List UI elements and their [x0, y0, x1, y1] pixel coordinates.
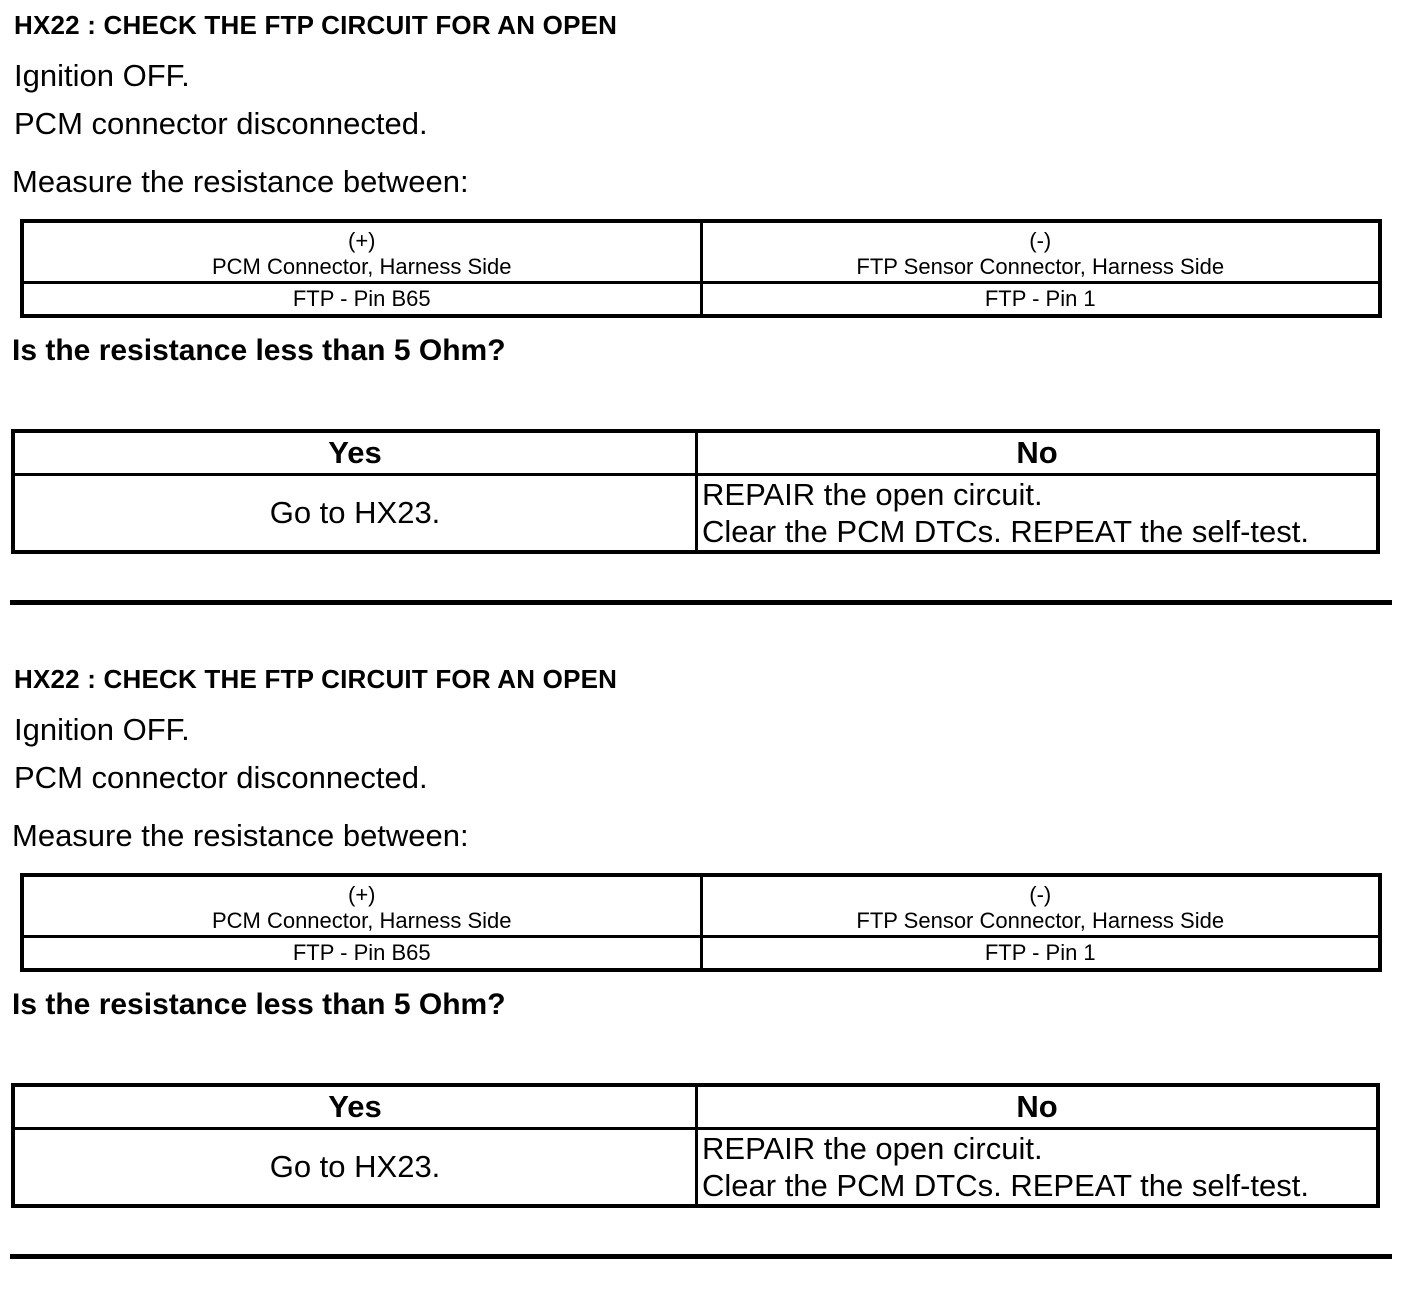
condition-connector: PCM connector disconnected.	[14, 106, 428, 141]
condition-ignition: Ignition OFF.	[14, 712, 190, 747]
plus-sign: (+)	[348, 228, 376, 253]
step-title: HX22 : CHECK THE FTP CIRCUIT FOR AN OPEN	[14, 664, 618, 694]
no-header: No	[697, 431, 1379, 475]
minus-label: FTP Sensor Connector, Harness Side	[856, 254, 1225, 279]
no-action-line-2: Clear the PCM DTCs. REPEAT the self-test.	[702, 514, 1309, 549]
section-divider	[10, 600, 1392, 605]
plus-sign: (+)	[348, 882, 376, 907]
diagnostic-step-2	[0, 654, 1408, 1308]
plus-pin: FTP - Pin B65	[22, 937, 701, 971]
answer-table	[11, 429, 1380, 554]
plus-header	[22, 221, 701, 283]
no-action	[697, 475, 1379, 553]
minus-header	[701, 221, 1380, 283]
section-divider	[10, 1254, 1392, 1259]
no-action-line-1: REPAIR the open circuit.	[702, 477, 1043, 512]
minus-sign: (-)	[1029, 882, 1052, 907]
step-title: HX22 : CHECK THE FTP CIRCUIT FOR AN OPEN	[14, 10, 618, 40]
minus-label: FTP Sensor Connector, Harness Side	[856, 908, 1225, 933]
minus-sign: (-)	[1029, 228, 1052, 253]
minus-pin: FTP - Pin 1	[701, 937, 1380, 971]
plus-header	[22, 875, 701, 937]
no-action	[697, 1129, 1379, 1207]
question-text: Is the resistance less than 5 Ohm?	[12, 988, 506, 1021]
plus-pin: FTP - Pin B65	[22, 283, 701, 317]
condition-ignition: Ignition OFF.	[14, 58, 190, 93]
minus-pin: FTP - Pin 1	[701, 283, 1380, 317]
no-action-line-1: REPAIR the open circuit.	[702, 1131, 1043, 1166]
minus-header	[701, 875, 1380, 937]
yes-header: Yes	[13, 1085, 697, 1129]
answer-table	[11, 1083, 1380, 1208]
no-header: No	[697, 1085, 1379, 1129]
instruction-text: Measure the resistance between:	[12, 818, 469, 853]
condition-connector: PCM connector disconnected.	[14, 760, 428, 795]
question-text: Is the resistance less than 5 Ohm?	[12, 334, 506, 367]
instruction-text: Measure the resistance between:	[12, 164, 469, 199]
yes-action: Go to HX23.	[13, 475, 697, 553]
plus-label: PCM Connector, Harness Side	[211, 908, 512, 933]
yes-header: Yes	[13, 431, 697, 475]
no-action-line-2: Clear the PCM DTCs. REPEAT the self-test.	[702, 1168, 1309, 1203]
measurement-table	[20, 219, 1382, 318]
plus-label: PCM Connector, Harness Side	[211, 254, 512, 279]
yes-action: Go to HX23.	[13, 1129, 697, 1207]
measurement-table	[20, 873, 1382, 972]
